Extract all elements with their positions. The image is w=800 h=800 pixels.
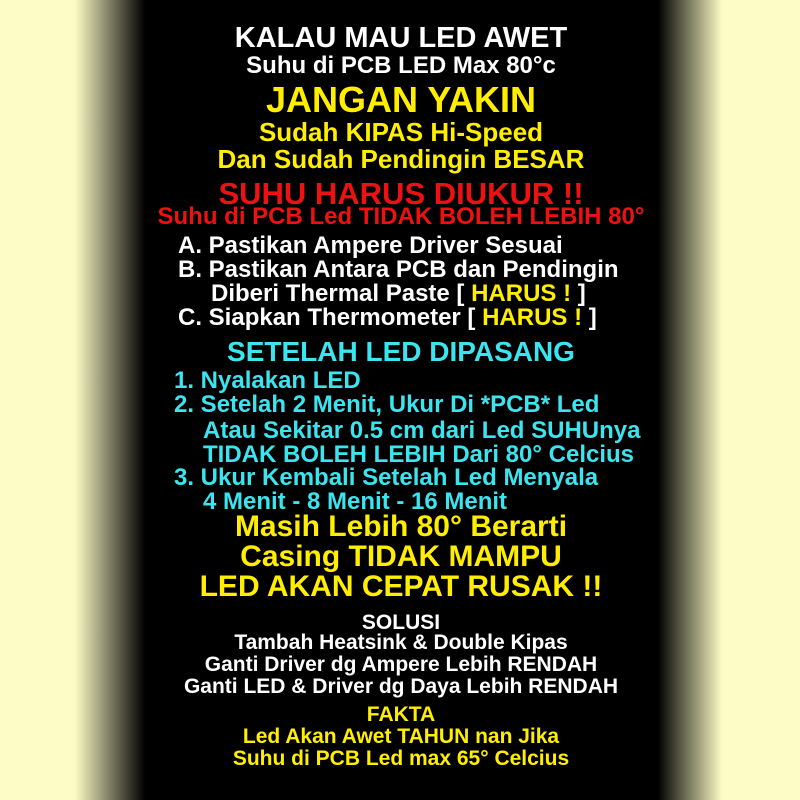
warning-headline: JANGAN YAKIN [265,79,537,120]
solution-line-1: Tambah Heatsink & Double Kipas [234,631,568,654]
consequence-line-1: Masih Lebih 80° Berarti [234,510,568,543]
fact-line-1: Led Akan Awet TAHUN nan Jika [242,725,560,748]
assumption-line-2: Dan Sudah Pendingin BESAR [217,144,585,174]
consequence-line-2: Casing TIDAK MAMPU [240,540,562,573]
poster-subtitle: Suhu di PCB LED Max 80°c [246,52,556,79]
fact-line-2: Suhu di PCB Led max 65° Celcius [232,747,570,770]
checklist-c-highlight: HARUS ! [482,304,583,331]
consequence-line-3: LED AKAN CEPAT RUSAK !! [199,570,603,603]
solution-line-2: Ganti Driver dg Ampere Lebih RENDAH [204,653,598,676]
checklist-item-c [145,306,657,330]
assumption-line-1: Sudah KIPAS Hi-Speed [258,117,544,147]
checklist-b2-suffix: ] [571,280,586,307]
checklist-b2-highlight: HARUS ! [471,280,572,307]
poster-content [145,0,657,800]
checklist-item-a: A. Pastikan Ampere Driver Sesuai [178,232,563,259]
checklist-b2-prefix: Diberi Thermal Paste [ [211,280,472,307]
solution-line-3: Ganti LED & Driver dg Daya Lebih RENDAH [183,675,619,698]
checklist-item-b-continued [145,282,657,306]
step-2: 2. Setelah 2 Menit, Ukur Di *PCB* Led [174,391,600,418]
fact-title: FAKTA [366,703,436,726]
step-1: 1. Nyalakan LED [174,367,361,394]
checklist-c-prefix: C. Siapkan Thermometer [ [178,304,483,331]
solution-title: SOLUSI [361,611,441,634]
checklist-c-suffix: ] [582,304,597,331]
measure-warning: SUHU HARUS DIUKUR !! [218,176,584,211]
step-3-continued: 4 Menit - 8 Menit - 16 Menit [203,488,508,515]
steps-title: SETELAH LED DIPASANG [227,336,575,367]
poster-title: KALAU MAU LED AWET [234,22,568,54]
checklist-item-b: B. Pastikan Antara PCB dan Pendingin [178,256,619,283]
measure-warning-detail: Suhu di PCB Led TIDAK BOLEH LEBIH 80° [157,203,645,230]
step-3: 3. Ukur Kembali Setelah Led Menyala [174,464,599,491]
step-2-continued-2: TIDAK BOLEH LEBIH Dari 80° Celcius [203,441,635,468]
step-2-continued-1: Atau Sekitar 0.5 cm dari Led SUHUnya [203,417,641,444]
